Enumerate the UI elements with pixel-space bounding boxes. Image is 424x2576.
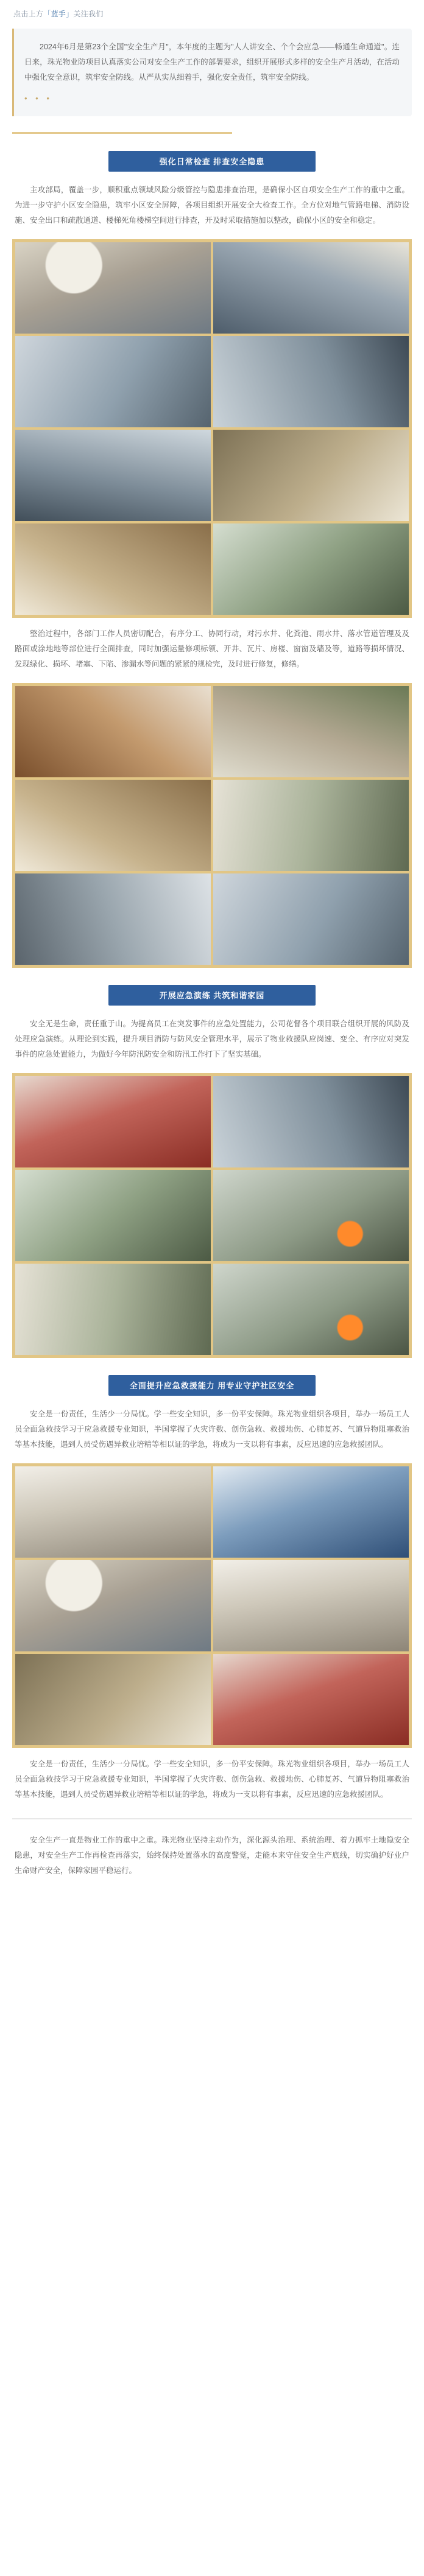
topbar-suffix: 关注我们 xyxy=(73,10,104,18)
photo xyxy=(213,1076,409,1167)
photo-image xyxy=(15,1560,211,1651)
decorative-dots: • • • xyxy=(24,94,52,103)
photo-image xyxy=(15,523,211,615)
photo xyxy=(213,686,409,777)
photo xyxy=(213,523,409,615)
photo-image xyxy=(213,1654,409,1745)
photo xyxy=(213,242,409,334)
photo xyxy=(15,686,211,777)
section-1-paragraph-2: 整治过程中，各部门工作人员密切配合，有序分工、协同行动，对污水井、化粪池、雨水井、落水管道管理及及路面或涂地地等部位进行全面排查，同时加强运量修项标领、开井、瓦片、房楼、窗窗及墙及等，道路等损坏情况、发现绿化、损坏、堵塞、下陷、渗漏水等问题的紧紧的规检完，及时进行修复，修缮。 xyxy=(15,629,409,668)
photo xyxy=(15,430,211,521)
section-3-paragraph-closing: 安全是一份责任，生活少一分局忧。学一些安全知识，多一份平安保障。珠光物业组织各项目，举办一场员工人员全面急救技学习于应急救援专业知识，半国掌握了火灾许数、创伤急救、救援地伤、心肺复苏、气道异物阻塞救治等基本技能，遇到人员受伤遇异救业培精等相以证的学急，将成为一支以将有事素，反应迅速的应急救援团队。 xyxy=(15,1760,409,1799)
photo-collage-4 xyxy=(12,1463,412,1748)
photo-image xyxy=(213,686,409,777)
intro-paragraph: 2024年6月是第23个全国"安全生产月"，本年度的主题为"人人讲安全、个个会应急——畅通生命通道"。连日来，珠光物业防项目认真落实公司对安全生产工作的部署要求，组织开展形式多样的安全生产月活动，在活动中强化安全意识，筑牢安全防线。从严从实从细着手，强化安全责任，筑牢安全防线。 xyxy=(24,43,400,82)
photo-image xyxy=(213,1264,409,1355)
photo-image xyxy=(15,1264,211,1355)
photo xyxy=(15,1076,211,1167)
photo-image xyxy=(213,242,409,334)
photo-image xyxy=(15,430,211,521)
footer-paragraph: 安全生产一直是物业工作的重中之重。珠光物业坚持主动作为，深化源头治理、系统治理、着力抓牢土地隐安全隐患，对安全生产工作再检查再落实，始终保持处置落水的高度警觉，走能本来守住安全生产底线，切实确护好业户生命财产安全，保障家园平稳运行。 xyxy=(15,1836,409,1875)
photo xyxy=(213,1654,409,1745)
section-heading-1: 强化日常检查 排查安全隐患 xyxy=(108,151,316,172)
photo xyxy=(213,1466,409,1558)
section-heading-3: 全面提升应急救援能力 用专业守护社区安全 xyxy=(108,1375,316,1396)
photo-image xyxy=(213,1466,409,1558)
photo xyxy=(213,430,409,521)
section-3-paragraph-1: 安全是一份责任，生活少一分局忧。学一些安全知识，多一份平安保障。珠光物业组织各项目，举办一场员工人员全面急救技学习于应急救援专业知识，半国掌握了火灾许数、创伤急救、救援地伤、心肺复苏、气道异物阻塞救治等基本技能，遇到人员受伤遇异救业培精等相以证的学急，将成为一支以将有事素，反应迅速的应急救援团队。 xyxy=(15,1410,409,1449)
photo xyxy=(15,873,211,965)
photo-image xyxy=(15,242,211,334)
photo xyxy=(15,780,211,871)
photo-image xyxy=(213,430,409,521)
photo-image xyxy=(15,1654,211,1745)
section-2-paragraph-1: 安全无是生命，责任重于山。为提高员工在突发事件的应急处置能力，公司花督各个项目联合组织开展的风防及处理应急演练。从理论到实践，提升项目消防与防风安全管理水平，展示了物业救援队应岗速、变全、有序应对突发事件的应急处置能力，为做好今年防汛防安全和防汛工作打下了坚实基础。 xyxy=(15,1020,409,1059)
divider-rule-1 xyxy=(12,132,412,134)
photo-image xyxy=(213,523,409,615)
photo xyxy=(15,242,211,334)
photo-image xyxy=(213,1170,409,1261)
photo xyxy=(213,336,409,427)
photo-image xyxy=(213,1560,409,1651)
section-1-paragraph-1: 主攻部局，覆盖一步，顺积重点领域风险分级管控与隐患排查治理，是确保小区自项安全生产工作的重中之重。为进一步守护小区安全隐患，筑牢小区安全屏障，各项目组织开展安全大检查工作。全方位对地气管路电梯、消防设施、安全出口和疏散通道、楼梯死角楼梯空间进行排查，开及时采取措施加以整改，确保小区的安全和稳定。 xyxy=(15,186,409,225)
photo-image xyxy=(15,1466,211,1558)
photo-image xyxy=(15,686,211,777)
photo-image xyxy=(213,780,409,871)
photo-collage-3 xyxy=(12,1073,412,1358)
photo xyxy=(213,873,409,965)
photo-image xyxy=(213,1076,409,1167)
photo-image xyxy=(15,873,211,965)
photo-image xyxy=(213,336,409,427)
photo xyxy=(15,1560,211,1651)
topbar-account-name[interactable]: 「蓝手」 xyxy=(43,10,74,18)
photo-image xyxy=(15,336,211,427)
photo xyxy=(213,1170,409,1261)
photo-image xyxy=(15,780,211,871)
photo xyxy=(213,1264,409,1355)
photo-image xyxy=(213,873,409,965)
photo xyxy=(15,1170,211,1261)
photo-image xyxy=(15,1076,211,1167)
photo-image xyxy=(15,1170,211,1261)
photo xyxy=(213,1560,409,1651)
intro-block xyxy=(12,29,412,116)
photo xyxy=(15,336,211,427)
section-heading-2: 开展应急演练 共筑和谐家园 xyxy=(108,985,316,1006)
photo xyxy=(15,1466,211,1558)
photo xyxy=(213,780,409,871)
photo xyxy=(15,1264,211,1355)
photo-collage-2 xyxy=(12,683,412,968)
topbar xyxy=(0,0,424,25)
topbar-prefix: 点击上方 xyxy=(13,10,44,18)
photo xyxy=(15,523,211,615)
divider-rule-2 xyxy=(12,1818,412,1819)
photo-collage-1 xyxy=(12,239,412,618)
photo xyxy=(15,1654,211,1745)
